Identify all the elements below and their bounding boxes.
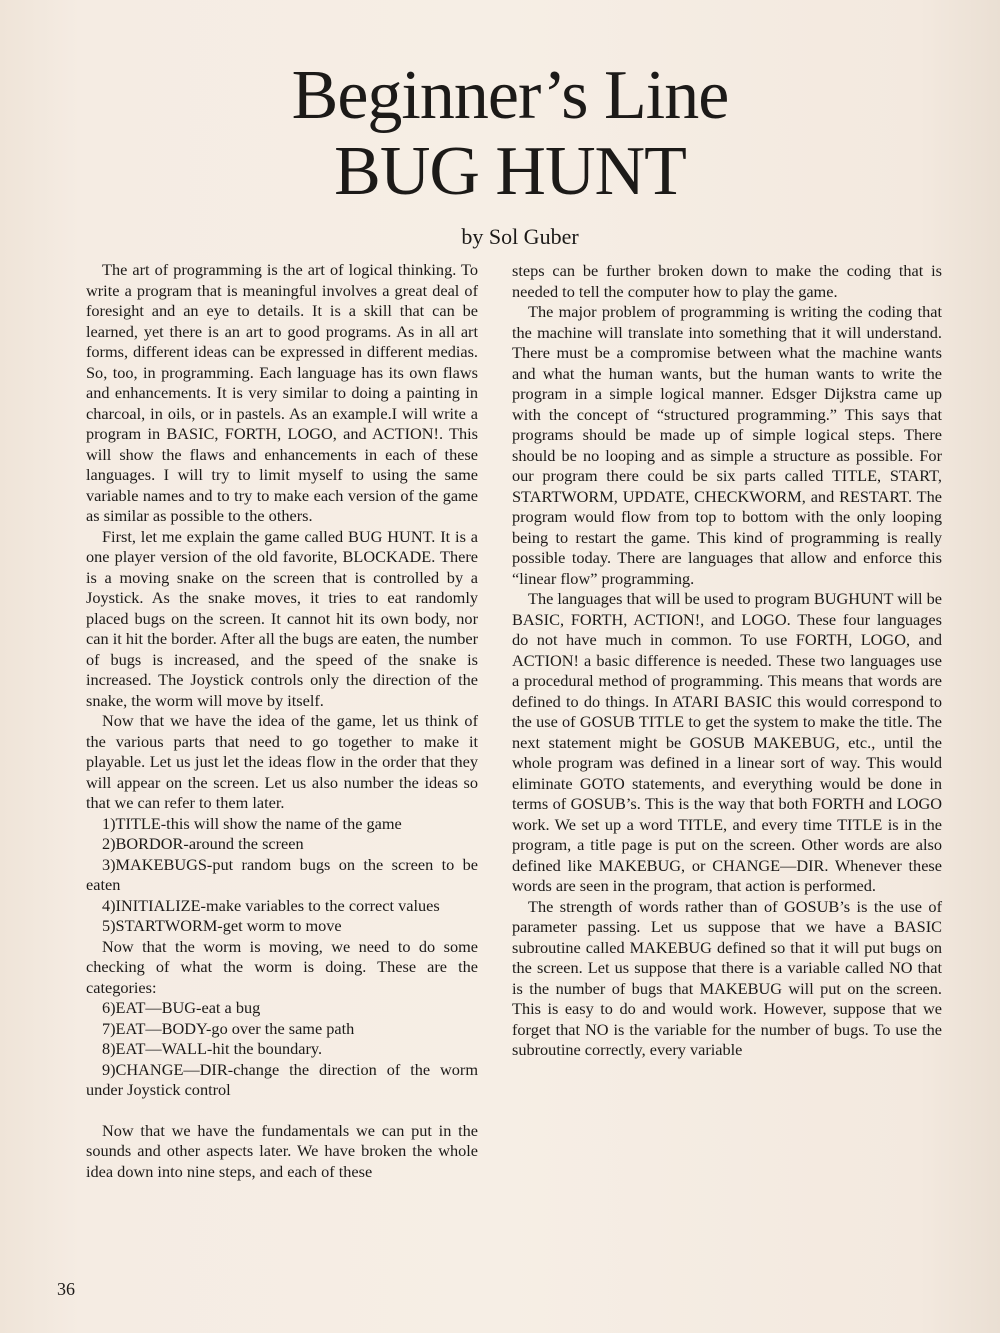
paragraph: Now that we have the idea of the game, let us think of the various parts that need to go together to make it playable. Let us just let the ideas flow in the order that they will appear on the screen. Let us also number the ideas so that we can refer to them later. (86, 711, 478, 812)
list-item: 4)INITIALIZE-make variables to the correct values (102, 895, 440, 915)
list-item: 8)EAT—WALL-hit the boundary. (102, 1039, 323, 1058)
paragraph: First, let me explain the game called BUG HUNT. It is a one player version of the old favorite, BLOCKADE. There is a moving snake on the screen that is controlled by a Joystick. As the snake moves, it tries to eat randomly placed bugs on the screen. It cannot hit its own body, nor can it hit the border. After all the bugs are eaten, the number of bugs is increased, and the speed of the snake is increased. The Joystick controls only the direction of the snake, the worm will move by itself. (86, 526, 478, 710)
paragraph: Now that we have the fundamentals we can put in the sounds and other aspects later. We have broken the whole idea down into nine steps, and each of these (86, 1120, 478, 1181)
page-number: 36 (57, 1279, 75, 1299)
right-column (512, 261, 942, 1061)
list-item: 6)EAT—BUG-eat a bug (102, 998, 261, 1017)
title-line-2: BUG HUNT (334, 133, 686, 210)
paragraph-gap (86, 1101, 478, 1121)
list-item: 3)MAKEBUGS-put random bugs on the screen to be eaten (86, 854, 478, 894)
title-line-1: Beginner’s Line (291, 57, 729, 134)
paragraph: The major problem of programming is writing the coding that the machine will translate into something that it will understand. There must be a compromise between what the machine wants and what the human wants, but the human wants to write the program in a simple logical manner. Edsger Dijkstra came up with the concept of “structured programming.” This says that programs should be made up of simple logical steps. There should be no looping and as simple a structure as possible. For our program there could be six parts called TITLE, START, STARTWORM, UPDATE, CHECKWORM, and RESTART. The program would flow from top to bottom with the only looping being to restart the game. This kind of programming is really possible today. There are languages that allow and enforce this “linear flow” programming. (512, 302, 942, 588)
list-item: 5)STARTWORM-get worm to move (102, 916, 342, 935)
paragraph: The languages that will be used to program BUGHUNT will be BASIC, FORTH, ACTION!, and LOGO. These four languages do not have much in common. To use FORTH, LOGO, and ACTION! a basic difference is needed. These two languages use a procedural method of programming. This means that words are defined to do things. In ATARI BASIC this would correspond to the use of GOSUB TITLE to get the system to make the title. The next statement might be GOSUB MAKEBUG, etc., until the whole program was defined in a linear sort of way. This would eliminate GOTO statements, and everything would be done in terms of GOSUB’s. This is the way that both FORTH and LOGO work. We set up a word TITLE, and every time TITLE is in the program, a title page is put on the screen. Other words are also defined like MAKEBUG, or CHANGE—DIR. Whenever these words are seen in the program, that action is performed. (512, 589, 942, 895)
paragraph: Now that the worm is moving, we need to do some checking of what the worm is doing. These are the categories: (86, 936, 478, 997)
left-column (86, 260, 478, 1182)
list-item: 1)TITLE-this will show the name of the game (102, 813, 402, 833)
paragraph: The strength of words rather than of GOSUB’s is the use of parameter passing. Let us suppose that we have a BASIC subroutine called MAKEBUG defined so that it will put bugs on the screen. Let us suppose that there is a variable called NO that is the number of bugs that MAKEBUG will put on the screen. This is easy to do and would work. However, suppose that we forget that NO is the variable for the number of bugs. To use the subroutine correctly, every variable (512, 896, 942, 1059)
list-item: 2)BORDOR-around the screen (102, 834, 304, 853)
paragraph: steps can be further broken down to make the coding that is needed to tell the computer how to play the game. (512, 261, 942, 301)
author-byline: by Sol Guber (461, 224, 579, 249)
paragraph: The art of programming is the art of logical thinking. To write a program that is meaningful involves a great deal of foresight and an eye to details. It is a skill that can be learned, yet there is an art to good programs. As in all art forms, different ideas can be expressed in different medias. So, too, in programming. Each language has its own flaws and enhancements. It is very similar to doing a painting in charcoal, in oils, or in pastels. As an example.I will write a program in BASIC, FORTH, LOGO, and ACTION!. This will show the flaws and enhancements in each of these languages. I will try to limit myself to using the same variable names and to try to make each version of the game as similar as possible to the others. (86, 260, 478, 525)
list-item: 7)EAT—BODY-go over the same path (102, 1018, 355, 1038)
article-title (0, 58, 1000, 210)
list-item: 9)CHANGE—DIR-change the direction of the worm under Joystick control (86, 1059, 478, 1099)
